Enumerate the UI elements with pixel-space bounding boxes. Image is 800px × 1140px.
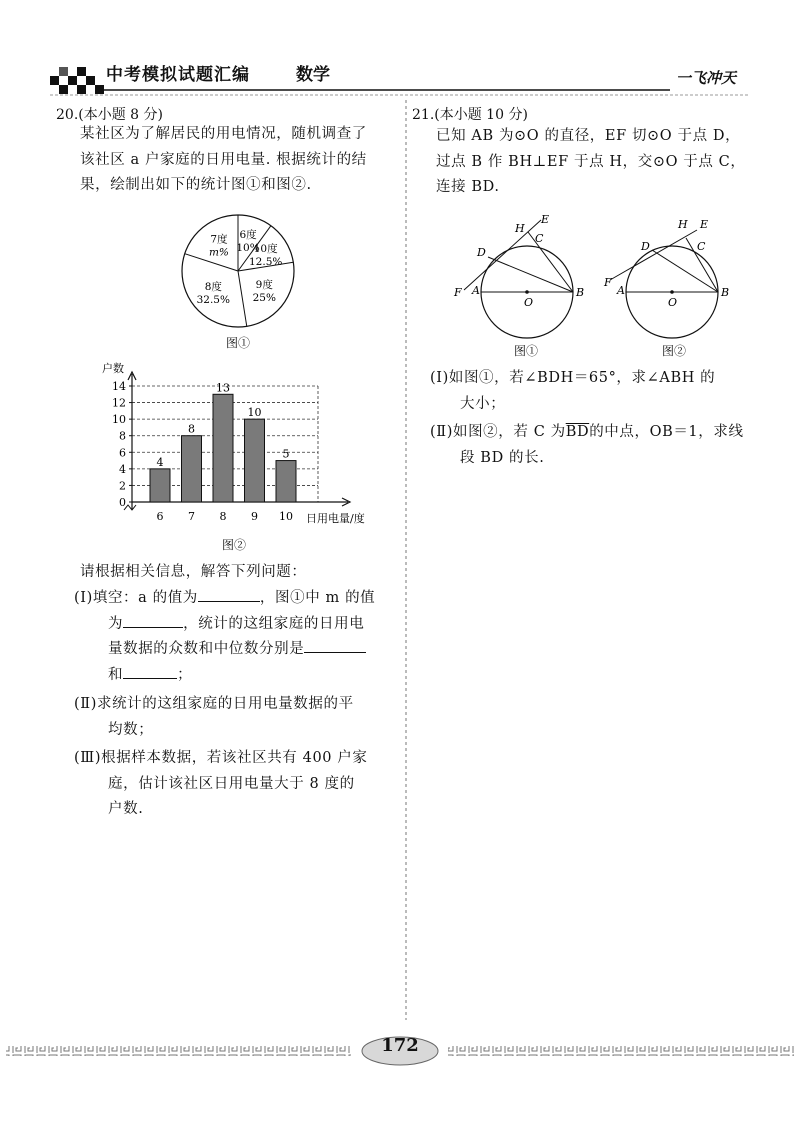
q21-part-1 bbox=[430, 366, 766, 417]
q20-part3-text: 根据样本数据，若该社区共有 400 户家 bbox=[101, 750, 368, 766]
q20-part1-text: 为 bbox=[108, 615, 124, 632]
label-f: F bbox=[604, 276, 612, 289]
pie-slice-edge bbox=[238, 271, 247, 326]
bar-value-label: 10 bbox=[247, 406, 262, 420]
pie-slice-label: 8度 bbox=[204, 281, 222, 294]
q20-intro-line: 某社区为了解居民的用电情况，随机调查了 bbox=[80, 126, 367, 142]
label-e: E bbox=[541, 213, 550, 226]
q21-part2-text: 的中点，OB＝1，求线 bbox=[589, 424, 744, 440]
q21-part1-text: 如图①，若∠BDH＝65°，求∠ABH 的 bbox=[448, 370, 716, 386]
q21-part-2 bbox=[430, 420, 766, 471]
q20-part-1 bbox=[74, 586, 400, 688]
bar bbox=[150, 469, 170, 502]
figure-2-caption: 图② bbox=[662, 344, 687, 358]
q20-part3-text: 庭，估计该社区日用电量大于 8 度的 bbox=[108, 775, 355, 792]
pie-slice-value: 12.5% bbox=[249, 256, 283, 269]
q20-prompt: 请根据相关信息，解答下列问题： bbox=[80, 564, 307, 580]
bar-caption: 图② bbox=[222, 538, 247, 552]
geometry-figure-1 bbox=[446, 210, 596, 344]
bar-value-label: 5 bbox=[282, 447, 290, 461]
y-tick-label: 8 bbox=[119, 429, 126, 443]
label-c: C bbox=[535, 232, 544, 245]
q20-part1-text: ，图①中 m 的值 bbox=[259, 590, 376, 606]
q20-intro-line: 果，绘制出如下的统计图①和图②. bbox=[80, 177, 312, 193]
part-number: (Ⅲ) bbox=[74, 750, 102, 766]
label-h: H bbox=[515, 222, 525, 235]
bar bbox=[213, 394, 233, 502]
bar-value-label: 13 bbox=[216, 381, 230, 395]
q21-intro-line: 过点 B 作 BH⊥EF 于点 H，交⊙O 于点 C， bbox=[436, 153, 746, 170]
part-number: (Ⅱ) bbox=[74, 696, 97, 712]
center-point bbox=[670, 290, 674, 294]
q20-part-3 bbox=[74, 746, 400, 823]
q21-part2-text: 段 BD 的长. bbox=[460, 449, 545, 466]
y-tick-label: 0 bbox=[119, 496, 126, 509]
page-number: 172 bbox=[381, 1035, 419, 1056]
q20-intro-line: 该社区 a 户家庭的日用电量. 根据统计的结 bbox=[80, 151, 367, 168]
question-20-intro bbox=[80, 122, 400, 199]
x-tick-label: 6 bbox=[156, 510, 164, 523]
pie-slice-label: 6度 bbox=[239, 229, 257, 242]
label-h: H bbox=[678, 218, 688, 231]
pie-slice-label: 7度 bbox=[210, 233, 228, 246]
label-f: F bbox=[454, 286, 462, 299]
answer-blank-mode[interactable] bbox=[304, 638, 366, 653]
q20-part-2 bbox=[74, 692, 400, 743]
y-tick-label: 14 bbox=[112, 380, 126, 393]
y-tick-label: 10 bbox=[112, 413, 126, 427]
q20-part1-text: 填空：a 的值为 bbox=[92, 590, 198, 606]
x-tick-label: 9 bbox=[251, 510, 258, 523]
y-tick-label: 2 bbox=[119, 479, 126, 493]
label-e: E bbox=[700, 218, 709, 231]
figure-1-caption: 图① bbox=[514, 344, 539, 358]
question-20-heading: 20.(本小题 8 分) bbox=[56, 107, 163, 123]
pie-caption: 图① bbox=[226, 336, 251, 350]
y-tick-label: 12 bbox=[112, 396, 126, 410]
subject-title: 数学 bbox=[296, 65, 330, 85]
q20-part1-text: ； bbox=[177, 666, 193, 683]
book-title: 中考模拟试题汇编 bbox=[106, 65, 250, 85]
pie-slice-value: 25% bbox=[252, 292, 276, 305]
segment-bd bbox=[652, 250, 718, 292]
part-number: (Ⅰ) bbox=[74, 590, 93, 606]
label-d: D bbox=[641, 240, 650, 253]
pie-slice-label: 10度 bbox=[253, 243, 278, 256]
q21-intro-line: 已知 AB 为⊙O 的直径，EF 切⊙O 于点 D， bbox=[436, 128, 741, 144]
q20-part3-text: 户数. bbox=[108, 801, 144, 817]
label-a: A bbox=[617, 284, 625, 297]
tangent-ef bbox=[464, 220, 541, 290]
brand-title: 一飞冲天 bbox=[676, 69, 737, 87]
pie-chart bbox=[170, 208, 310, 334]
q21-part1-text: 大小； bbox=[460, 395, 506, 412]
bar-chart bbox=[80, 352, 400, 534]
bar bbox=[245, 419, 265, 502]
geometry-figure-2 bbox=[602, 210, 742, 344]
label-b: B bbox=[576, 286, 585, 299]
label-c: C bbox=[697, 240, 706, 253]
answer-blank-m[interactable] bbox=[123, 613, 183, 628]
bar-value-label: 8 bbox=[188, 422, 195, 436]
x-axis-title: 日用电量/度 bbox=[306, 512, 365, 525]
q21-part2-text: 如图②，若 C 为 bbox=[452, 424, 566, 440]
q20-part2-text: 均数； bbox=[108, 721, 154, 738]
arc-bd: $\overline{BD}$ bbox=[565, 424, 590, 440]
q20-part2-text: 求统计的这组家庭的日用电量数据的平 bbox=[96, 696, 354, 712]
y-tick-label: 6 bbox=[119, 446, 126, 460]
bar bbox=[276, 461, 296, 502]
y-tick-label: 4 bbox=[119, 462, 126, 476]
label-d: D bbox=[477, 246, 486, 259]
q20-part1-text: ，统计的这组家庭的日用电 bbox=[183, 615, 365, 632]
bar-value-label: 4 bbox=[156, 455, 164, 469]
answer-blank-median[interactable] bbox=[123, 664, 177, 679]
bar bbox=[182, 436, 202, 502]
tangent-ef bbox=[610, 230, 697, 280]
part-number: (Ⅱ) bbox=[430, 424, 453, 440]
y-axis-title: 户数 bbox=[102, 362, 124, 375]
label-a: A bbox=[472, 284, 480, 297]
q21-intro-line: 连接 BD. bbox=[436, 179, 500, 195]
pie-slice-value: 10% bbox=[236, 242, 260, 255]
question-21-intro bbox=[436, 124, 766, 201]
x-tick-label: 7 bbox=[188, 510, 195, 523]
q20-part1-text: 量数据的众数和中位数分别是 bbox=[108, 641, 305, 657]
header-rule bbox=[50, 86, 750, 98]
center-point bbox=[525, 290, 529, 294]
label-o: O bbox=[668, 296, 678, 309]
pie-slice-value: 32.5% bbox=[196, 294, 230, 307]
pie-slice-value: m% bbox=[208, 246, 229, 259]
q20-part1-text: 和 bbox=[108, 666, 124, 683]
column-divider bbox=[404, 100, 408, 1020]
label-o: O bbox=[524, 296, 534, 309]
part-number: (Ⅰ) bbox=[430, 370, 449, 386]
label-b: B bbox=[721, 286, 730, 299]
question-21-heading: 21.(本小题 10 分) bbox=[412, 107, 528, 123]
x-tick-label: 8 bbox=[219, 510, 227, 523]
x-tick-label: 10 bbox=[279, 510, 293, 523]
pie-slice-label: 9度 bbox=[255, 279, 273, 292]
answer-blank-a[interactable] bbox=[198, 587, 260, 602]
